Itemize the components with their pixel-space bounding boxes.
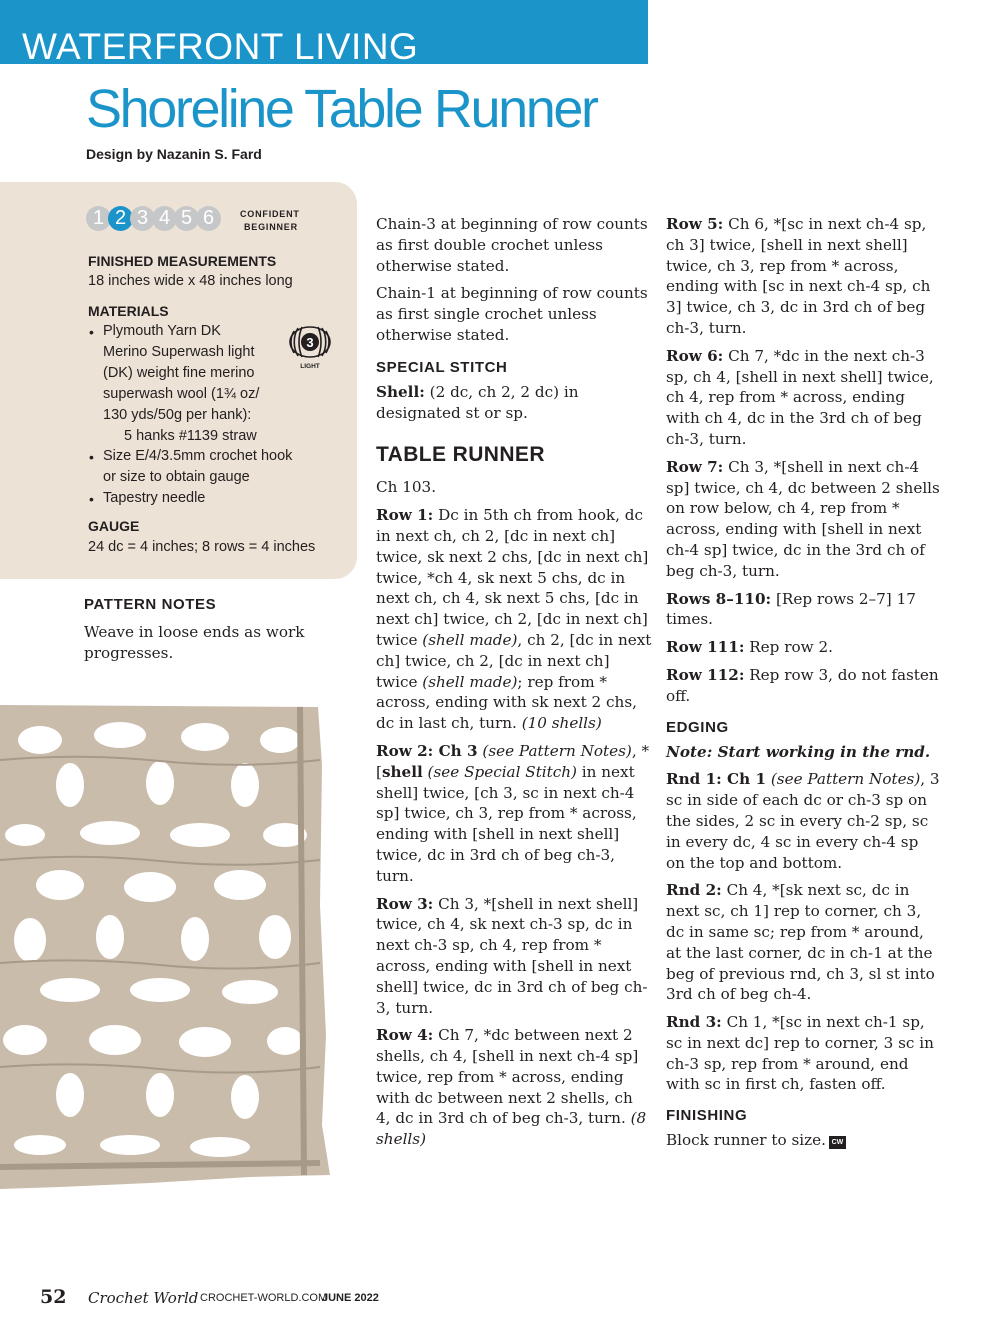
rows-8-110: Rows 8–110: [Rep rows 2–7] 17 times. <box>666 589 916 629</box>
skill-level-1: 1 <box>86 206 111 231</box>
yarn-line: superwash wool (1¾ oz/ <box>103 386 260 402</box>
needle-line: Tapestry needle <box>103 490 206 506</box>
pattern-notes-text: Weave in loose ends as work progresses. <box>84 623 305 662</box>
table-runner-photo <box>0 705 350 1205</box>
byline: Design by Nazanin S. Fard <box>86 146 262 162</box>
measurements-text: 18 inches wide x 48 inches long <box>88 273 293 289</box>
bullet-dot: • <box>89 491 94 507</box>
row-112: Row 112: Rep row 3, do not fasten off. <box>666 665 939 705</box>
yarn-weight-icon <box>286 322 334 370</box>
yarn-line: Merino Superwash light <box>103 344 255 360</box>
issue-date: JUNE 2022 <box>322 1292 379 1304</box>
yarn-line: 5 hanks #1139 straw <box>124 428 257 444</box>
skill-level-5: 5 <box>174 206 199 231</box>
section-label: WATERFRONT LIVING <box>22 26 419 64</box>
cw-end-mark: CW <box>829 1136 846 1149</box>
pattern-notes-heading: PATTERN NOTES <box>84 596 217 613</box>
page-number: 52 <box>40 1286 67 1308</box>
table-runner-heading: TABLE RUNNER <box>376 443 545 467</box>
row-1: Row 1: Dc in 5th ch from hook, dc in next ch, ch 2, [dc in next ch] twice, sk next 2 chs, [dc in next ch] twice, *ch 4, sk next 5 chs, dc in next ch, ch 4, sk next 5 chs, [dc in next ch] twice, ch 2, [dc in next ch] twice (shell made), ch 2, [dc in next ch] twice, ch 2, [dc in next ch] twice (shell made); rep from * across, ending with sk next 2 chs, dc in last ch, turn. (10 shells) <box>376 506 652 733</box>
row-5: Row 5: Ch 6, *[sc in next ch-4 sp, ch 3] twice, [shell in next shell] twice, ch 3, rep from * across, ending with [sc in next ch-4 sp, ch 3] twice, ch 3, dc in 3rd ch of beg ch-3, turn. <box>666 215 931 337</box>
edging-note: Note: Start working in the rnd. <box>666 742 931 761</box>
page-title: Shoreline Table Runner <box>86 79 597 139</box>
foundation-chain: Ch 103. <box>376 478 437 497</box>
row-6: Row 6: Ch 7, *dc in the next ch-3 sp, ch 4, [shell in next shell] twice, ch 4, rep from * across, ending with ch 4, dc in the 3rd ch of beg ch-3, turn. <box>666 346 934 448</box>
yarn-line: 130 yds/50g per hank): <box>103 407 252 423</box>
hook-line: or size to obtain gauge <box>103 469 250 485</box>
yarn-line: Plymouth Yarn DK <box>103 323 221 339</box>
section-banner <box>0 0 648 64</box>
ch1-note: Chain-1 at beginning of row counts as first single crochet unless otherwise stated. <box>376 284 648 344</box>
edging-heading: EDGING <box>666 718 729 736</box>
magazine-name: Crochet World <box>88 1289 199 1307</box>
bullet-dot: • <box>89 324 94 340</box>
row-3: Row 3: Ch 3, *[shell in next shell] twice, ch 4, sk next ch-3 sp, dc in next ch-3 sp, ch 4, rep from * across, ending with [shell in next shell] twice, dc in 3rd ch of beg ch-3, turn. <box>376 894 648 1017</box>
middle-column <box>376 214 652 1157</box>
gauge-heading: GAUGE <box>88 518 140 534</box>
finishing-text: Block runner to size. CW <box>666 1130 942 1151</box>
skill-level-3: 3 <box>130 206 155 231</box>
skill-label-line2: BEGINNER <box>244 222 298 232</box>
materials-heading: MATERIALS <box>88 303 169 319</box>
hook-line: Size E/4/3.5mm crochet hook <box>103 448 293 464</box>
pattern-notes-body <box>84 622 346 671</box>
shell-definition: Shell: (2 dc, ch 2, 2 dc) in designated st or sp. <box>376 382 579 422</box>
right-column <box>666 214 942 1158</box>
bullet-dot: • <box>89 449 94 465</box>
finishing-heading: FINISHING <box>666 1107 748 1125</box>
row-4: Row 4: Ch 7, *dc between next 2 shells, ch 4, [shell in next ch-4 sp] twice, rep from * across, ending with dc between next 2 shells, ch 4, dc in 3rd ch of beg ch-3, turn. (8 shells) <box>376 1026 647 1149</box>
magazine-site: CROCHET-WORLD.COM <box>200 1292 328 1304</box>
measurements-heading: FINISHED MEASUREMENTS <box>88 253 277 269</box>
row-7: Row 7: Ch 3, *[shell in next ch-4 sp] twice, ch 4, dc between 2 shells on row below, ch 4, rep from * across, ending with [shell in next ch-4 sp] twice, dc in the 3rd ch of beg ch-3, turn. <box>666 457 940 580</box>
rnd-1: Rnd 1: Ch 1 (see Pattern Notes), 3 sc in side of each dc or ch-3 sp on the sides, 2 sc in every ch-2 sp, sc in every dc, 4 sc in every ch-4 sp on the top and bottom. <box>666 770 940 872</box>
row-2: Row 2: Ch 3 (see Pattern Notes), *[shell (see Special Stitch) in next shell] twice, [ch 3, sc in next ch-4 sp] twice, ch 3, rep from * across, ending with [shell in next shell] twice, dc in 3rd ch of beg ch-3, turn. <box>376 741 650 885</box>
skill-level-6: 6 <box>196 206 221 231</box>
special-stitch-heading: SPECIAL STITCH <box>376 358 508 376</box>
rnd-2: Rnd 2: Ch 4, *[sk next sc, dc in next sc, ch 1] rep to corner, ch 3, dc in same sc; rep from * around, at the last corner, dc in ch-1 at the beg of previous rnd, ch 3, sl st into 3rd ch of beg ch-4. <box>666 881 935 1004</box>
yarn-line: (DK) weight fine merino <box>103 365 255 381</box>
shell-term: Shell: <box>376 382 425 401</box>
skill-level-4: 4 <box>152 206 177 231</box>
row-111: Row 111: Rep row 2. <box>666 638 833 657</box>
yarn-weight-number: 3 <box>306 335 314 350</box>
skill-level-2-active: 2 <box>108 206 133 231</box>
rnd-3: Rnd 3: Ch 1, *[sc in next ch-1 sp, sc in next dc] rep to corner, 3 sc in ch-3 sp, rep from * around, end with sc in first ch, fasten off. <box>666 1013 934 1094</box>
ch3-note: Chain-3 at beginning of row counts as first double crochet unless otherwise stated. <box>376 215 648 275</box>
gauge-text: 24 dc = 4 inches; 8 rows = 4 inches <box>88 539 316 555</box>
yarn-weight-label: LIGHT <box>300 363 320 370</box>
skill-label-line1: CONFIDENT <box>240 209 300 219</box>
